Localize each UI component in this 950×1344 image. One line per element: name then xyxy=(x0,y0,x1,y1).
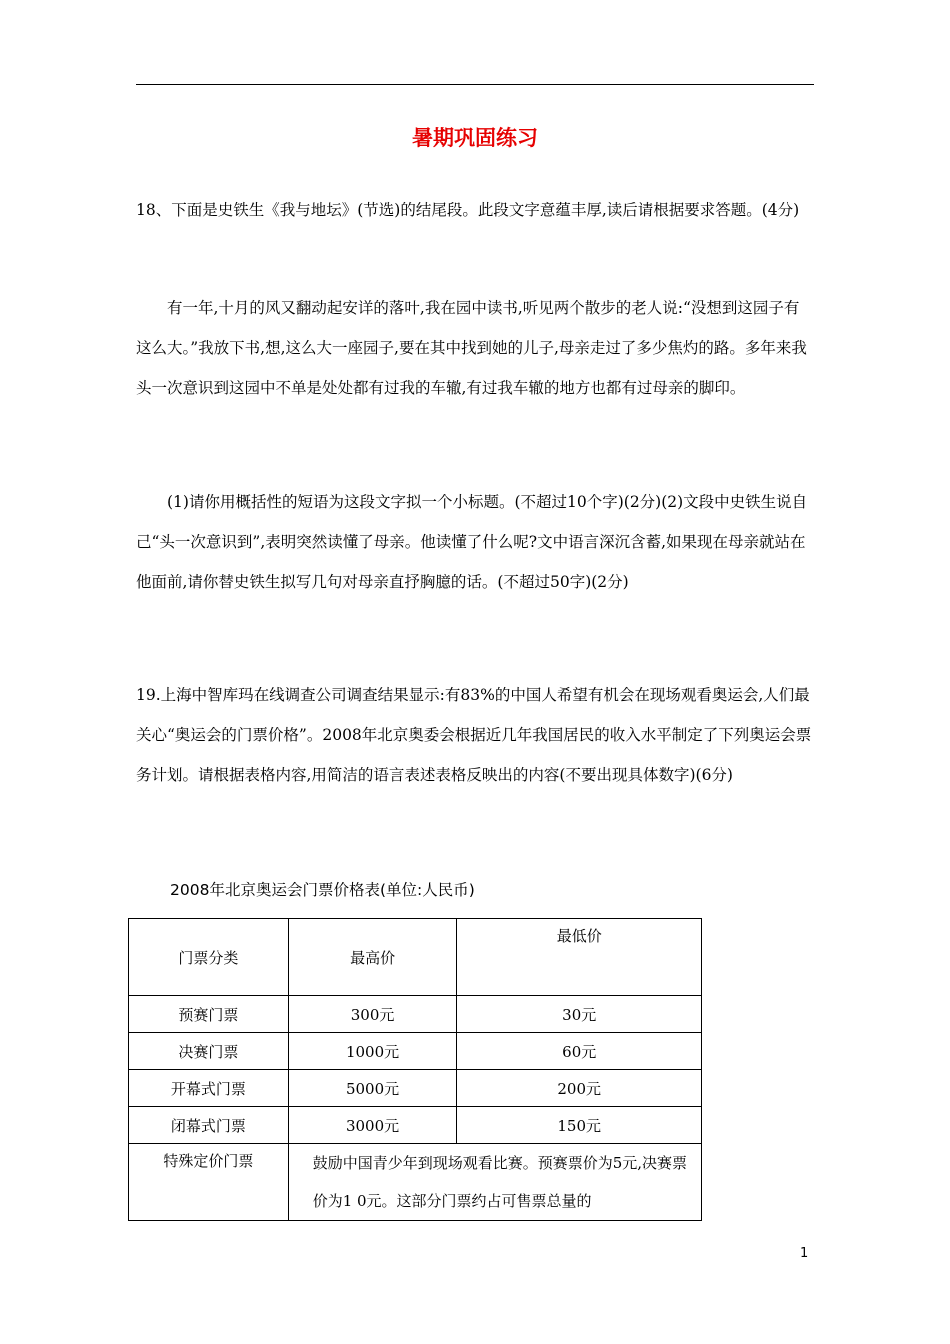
row-min-price: 60元 xyxy=(457,1033,702,1070)
table-row-special xyxy=(129,1144,702,1221)
header-rule xyxy=(136,84,814,85)
page-number: 1 xyxy=(800,1246,809,1261)
row-max-price: 300元 xyxy=(288,996,457,1033)
special-description: 鼓励中国青少年到现场观看比赛。预赛票价为5元,决赛票价为1 0元。这部分门票约占可售票总量的 xyxy=(288,1144,701,1221)
table-row xyxy=(129,1070,702,1107)
row-category: 闭幕式门票 xyxy=(129,1107,289,1144)
row-max-price: 5000元 xyxy=(288,1070,457,1107)
row-category: 开幕式门票 xyxy=(129,1070,289,1107)
header-max-price: 最高价 xyxy=(288,919,457,996)
table-row xyxy=(129,1107,702,1144)
row-max-price: 1000元 xyxy=(288,1033,457,1070)
row-category: 预赛门票 xyxy=(129,996,289,1033)
question-18-stem: 18、下面是史铁生《我与地坛》(节选)的结尾段。此段文字意蕴丰厚,读后请根据要求答题。(4分) xyxy=(136,201,800,219)
header-category: 门票分类 xyxy=(129,919,289,996)
table-row xyxy=(129,1033,702,1070)
question-18-passage: 有一年,十月的风又翻动起安详的落叶,我在园中读书,听见两个散步的老人说:“没想到这园子有这么大。”我放下书,想,这么大一座园子,要在其中找到她的儿子,母亲走过了多少焦灼的路。多年来我头一次意识到这园中不单是处处都有过我的车辙,有过我车辙的地方也都有过母亲的脚印。 xyxy=(136,299,807,397)
page-title: 暑期巩固练习 xyxy=(412,126,538,150)
table-caption: 2008年北京奥运会门票价格表(单位:人民币) xyxy=(170,881,475,899)
special-category: 特殊定价门票 xyxy=(129,1144,289,1221)
question-19-stem: 19.上海中智库玛在线调查公司调查结果显示:有83%的中国人希望有机会在现场观看奥运会,人们最关心“奥运会的门票价格”。2008年北京奥委会根据近几年我国居民的收入水平制定了下列奥运会票务计划。请根据表格内容,用简洁的语言表述表格反映出的内容(不要出现具体数字)(6分) xyxy=(136,686,812,784)
question-18-subquestions: (1)请你用概括性的短语为这段文字拟一个小标题。(不超过10个字)(2分)(2)文段中史铁生说自己“头一次意识到”,表明突然读懂了母亲。他读懂了什么呢?文中语言深沉含蓄,如果现在母亲就站在他面前,请你替史铁生拟写几句对母亲直抒胸臆的话。(不超过50字)(2分) xyxy=(136,493,808,591)
row-min-price: 30元 xyxy=(457,996,702,1033)
row-category: 决赛门票 xyxy=(129,1033,289,1070)
table-header-row xyxy=(129,919,702,996)
header-min-price: 最低价 xyxy=(457,919,702,996)
table-row xyxy=(129,996,702,1033)
row-min-price: 150元 xyxy=(457,1107,702,1144)
row-min-price: 200元 xyxy=(457,1070,702,1107)
ticket-price-table xyxy=(128,918,702,1221)
row-max-price: 3000元 xyxy=(288,1107,457,1144)
